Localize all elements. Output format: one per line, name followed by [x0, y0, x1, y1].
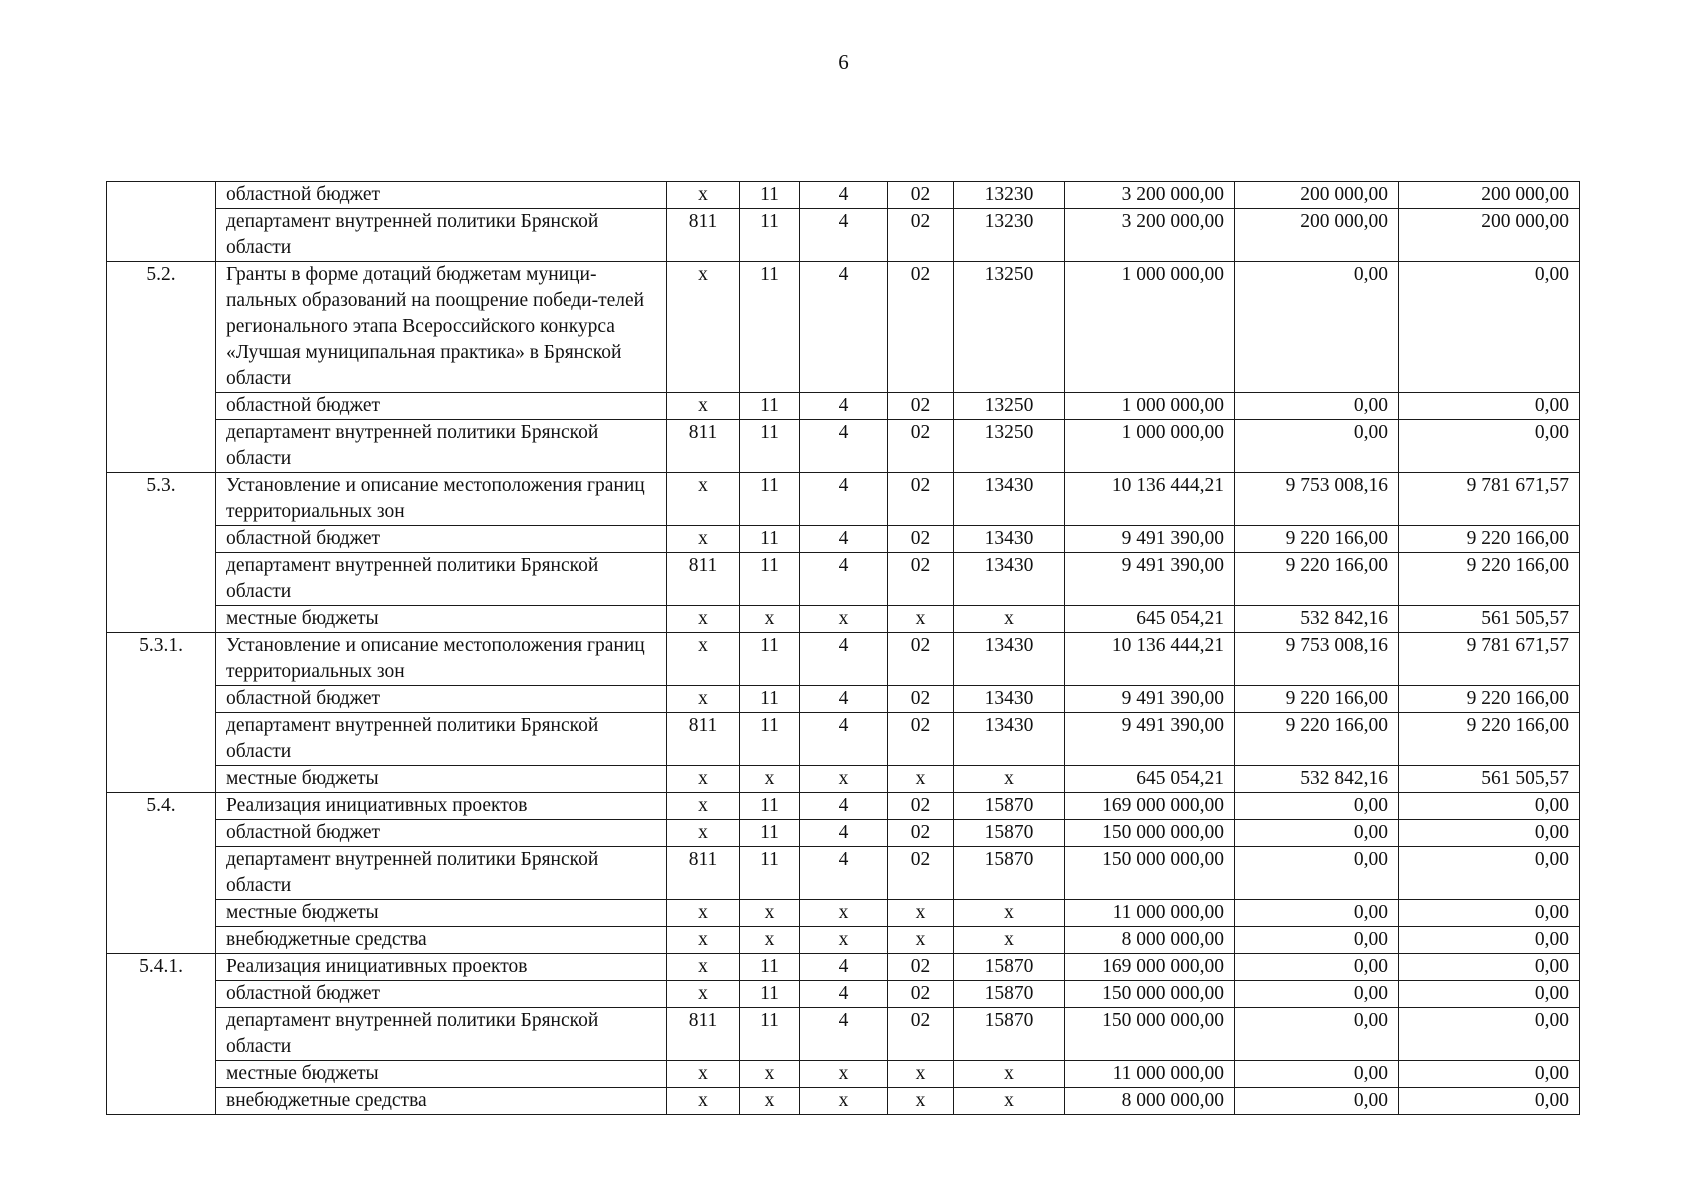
code-event: 02 [888, 1008, 954, 1061]
code-subprogram: 4 [800, 393, 888, 420]
amount-year-1: 9 491 390,00 [1065, 686, 1235, 713]
amount-year-3: 561 505,57 [1399, 606, 1580, 633]
amount-year-1: 645 054,21 [1065, 606, 1235, 633]
code-grbs: х [667, 954, 740, 981]
code-event: 02 [888, 686, 954, 713]
table-row [107, 1061, 1580, 1088]
code-grbs: х [667, 262, 740, 393]
code-grbs: 811 [667, 420, 740, 473]
table-row [107, 820, 1580, 847]
code-program: 11 [740, 981, 800, 1008]
amount-year-1: 9 491 390,00 [1065, 713, 1235, 766]
code-event: 02 [888, 713, 954, 766]
code-grbs: 811 [667, 209, 740, 262]
amount-year-3: 0,00 [1399, 954, 1580, 981]
code-grbs: х [667, 1061, 740, 1088]
code-direction: 15870 [954, 820, 1065, 847]
amount-year-2: 0,00 [1235, 900, 1399, 927]
amount-year-1: 169 000 000,00 [1065, 793, 1235, 820]
code-program: 11 [740, 633, 800, 686]
amount-year-2: 0,00 [1235, 847, 1399, 900]
code-program: 11 [740, 182, 800, 209]
code-subprogram: 4 [800, 1008, 888, 1061]
row-name: департамент внутренней политики Брянской области [216, 1008, 667, 1061]
code-grbs: х [667, 900, 740, 927]
amount-year-2: 0,00 [1235, 820, 1399, 847]
code-grbs: х [667, 182, 740, 209]
code-subprogram: 4 [800, 553, 888, 606]
code-direction: 13250 [954, 420, 1065, 473]
row-name: Установление и описание местоположения границ территориальных зон [216, 473, 667, 526]
code-program: 11 [740, 713, 800, 766]
amount-year-3: 9 781 671,57 [1399, 473, 1580, 526]
code-event: 02 [888, 526, 954, 553]
code-subprogram: 4 [800, 981, 888, 1008]
row-name: областной бюджет [216, 393, 667, 420]
code-subprogram: х [800, 1088, 888, 1115]
code-program: 11 [740, 393, 800, 420]
code-event: 02 [888, 954, 954, 981]
row-number: 5.3. [107, 473, 216, 633]
row-name: Гранты в форме дотаций бюджетам муници-пальных образований на поощрение победи-телей регионального этапа Всероссийского конкурса «Лучшая муниципальная практика» в Брянской области [216, 262, 667, 393]
amount-year-3: 0,00 [1399, 847, 1580, 900]
amount-year-1: 150 000 000,00 [1065, 820, 1235, 847]
table-row [107, 553, 1580, 606]
code-direction: 15870 [954, 981, 1065, 1008]
code-subprogram: 4 [800, 473, 888, 526]
page-number: 6 [838, 50, 849, 74]
amount-year-3: 0,00 [1399, 1061, 1580, 1088]
code-program: 11 [740, 793, 800, 820]
amount-year-1: 9 491 390,00 [1065, 553, 1235, 606]
amount-year-3: 9 220 166,00 [1399, 553, 1580, 606]
code-direction: х [954, 900, 1065, 927]
code-grbs: х [667, 927, 740, 954]
amount-year-1: 169 000 000,00 [1065, 954, 1235, 981]
amount-year-1: 10 136 444,21 [1065, 473, 1235, 526]
amount-year-2: 532 842,16 [1235, 766, 1399, 793]
amount-year-3: 0,00 [1399, 900, 1580, 927]
amount-year-3: 0,00 [1399, 393, 1580, 420]
amount-year-3: 0,00 [1399, 981, 1580, 1008]
code-direction: 15870 [954, 847, 1065, 900]
code-event: 02 [888, 420, 954, 473]
code-event: 02 [888, 847, 954, 900]
table-row [107, 420, 1580, 473]
code-program: 11 [740, 420, 800, 473]
amount-year-2: 9 753 008,16 [1235, 633, 1399, 686]
amount-year-3: 9 220 166,00 [1399, 686, 1580, 713]
amount-year-2: 0,00 [1235, 927, 1399, 954]
table-row [107, 900, 1580, 927]
code-grbs: 811 [667, 847, 740, 900]
code-subprogram: 4 [800, 420, 888, 473]
code-direction: 13430 [954, 633, 1065, 686]
row-name: Установление и описание местоположения границ территориальных зон [216, 633, 667, 686]
code-subprogram: х [800, 606, 888, 633]
amount-year-1: 150 000 000,00 [1065, 981, 1235, 1008]
code-direction: 13250 [954, 262, 1065, 393]
code-event: 02 [888, 393, 954, 420]
code-event: 02 [888, 633, 954, 686]
code-program: х [740, 1061, 800, 1088]
amount-year-1: 1 000 000,00 [1065, 420, 1235, 473]
code-subprogram: 4 [800, 820, 888, 847]
row-name: внебюджетные средства [216, 1088, 667, 1115]
amount-year-3: 200 000,00 [1399, 209, 1580, 262]
amount-year-1: 1 000 000,00 [1065, 262, 1235, 393]
row-number [107, 182, 216, 262]
code-grbs: х [667, 820, 740, 847]
amount-year-1: 9 491 390,00 [1065, 526, 1235, 553]
amount-year-3: 0,00 [1399, 420, 1580, 473]
table-row [107, 262, 1580, 393]
table-row [107, 981, 1580, 1008]
row-name: департамент внутренней политики Брянской области [216, 209, 667, 262]
amount-year-3: 0,00 [1399, 927, 1580, 954]
code-program: х [740, 766, 800, 793]
code-direction: 13430 [954, 553, 1065, 606]
table-row [107, 1088, 1580, 1115]
amount-year-3: 0,00 [1399, 820, 1580, 847]
table-row [107, 766, 1580, 793]
row-name: местные бюджеты [216, 1061, 667, 1088]
row-number: 5.4.1. [107, 954, 216, 1115]
code-event: 02 [888, 209, 954, 262]
code-direction: х [954, 1088, 1065, 1115]
amount-year-2: 9 220 166,00 [1235, 686, 1399, 713]
code-subprogram: 4 [800, 209, 888, 262]
code-direction: 15870 [954, 1008, 1065, 1061]
amount-year-2: 0,00 [1235, 262, 1399, 393]
code-grbs: х [667, 1088, 740, 1115]
amount-year-2: 0,00 [1235, 981, 1399, 1008]
amount-year-1: 10 136 444,21 [1065, 633, 1235, 686]
code-grbs: х [667, 393, 740, 420]
code-subprogram: 4 [800, 633, 888, 686]
code-subprogram: х [800, 1061, 888, 1088]
amount-year-2: 0,00 [1235, 393, 1399, 420]
code-event: х [888, 766, 954, 793]
amount-year-3: 9 781 671,57 [1399, 633, 1580, 686]
code-subprogram: 4 [800, 847, 888, 900]
code-direction: 15870 [954, 793, 1065, 820]
code-direction: х [954, 1061, 1065, 1088]
table-row [107, 927, 1580, 954]
table-row [107, 606, 1580, 633]
table-row [107, 686, 1580, 713]
table-row [107, 954, 1580, 981]
code-program: х [740, 1088, 800, 1115]
amount-year-1: 11 000 000,00 [1065, 900, 1235, 927]
row-name: областной бюджет [216, 182, 667, 209]
code-program: х [740, 900, 800, 927]
table-row [107, 526, 1580, 553]
code-direction: х [954, 606, 1065, 633]
code-event: х [888, 1088, 954, 1115]
code-grbs: х [667, 981, 740, 1008]
code-subprogram: 4 [800, 713, 888, 766]
amount-year-2: 9 753 008,16 [1235, 473, 1399, 526]
code-grbs: х [667, 766, 740, 793]
row-name: местные бюджеты [216, 900, 667, 927]
row-name: департамент внутренней политики Брянской области [216, 713, 667, 766]
amount-year-2: 9 220 166,00 [1235, 553, 1399, 606]
amount-year-2: 200 000,00 [1235, 209, 1399, 262]
code-subprogram: 4 [800, 793, 888, 820]
code-event: 02 [888, 182, 954, 209]
code-direction: 15870 [954, 954, 1065, 981]
row-name: областной бюджет [216, 526, 667, 553]
code-program: 11 [740, 262, 800, 393]
row-name: областной бюджет [216, 686, 667, 713]
table-row [107, 1008, 1580, 1061]
code-subprogram: 4 [800, 262, 888, 393]
amount-year-2: 0,00 [1235, 420, 1399, 473]
amount-year-1: 150 000 000,00 [1065, 847, 1235, 900]
row-number: 5.3.1. [107, 633, 216, 793]
code-direction: 13430 [954, 473, 1065, 526]
code-program: х [740, 927, 800, 954]
code-grbs: х [667, 473, 740, 526]
table-row [107, 209, 1580, 262]
row-name: областной бюджет [216, 820, 667, 847]
code-event: 02 [888, 553, 954, 606]
code-direction: 13250 [954, 393, 1065, 420]
code-program: 11 [740, 820, 800, 847]
code-direction: 13230 [954, 209, 1065, 262]
row-name: областной бюджет [216, 981, 667, 1008]
code-direction: 13430 [954, 713, 1065, 766]
amount-year-3: 9 220 166,00 [1399, 713, 1580, 766]
amount-year-1: 8 000 000,00 [1065, 927, 1235, 954]
code-grbs: х [667, 686, 740, 713]
amount-year-1: 11 000 000,00 [1065, 1061, 1235, 1088]
budget-table [106, 181, 1580, 1115]
amount-year-2: 0,00 [1235, 954, 1399, 981]
table-row [107, 847, 1580, 900]
amount-year-3: 9 220 166,00 [1399, 526, 1580, 553]
row-name: местные бюджеты [216, 606, 667, 633]
amount-year-2: 532 842,16 [1235, 606, 1399, 633]
code-program: 11 [740, 1008, 800, 1061]
code-subprogram: 4 [800, 182, 888, 209]
code-subprogram: х [800, 766, 888, 793]
amount-year-3: 0,00 [1399, 1008, 1580, 1061]
amount-year-1: 8 000 000,00 [1065, 1088, 1235, 1115]
table-row [107, 473, 1580, 526]
code-event: х [888, 1061, 954, 1088]
amount-year-3: 561 505,57 [1399, 766, 1580, 793]
amount-year-1: 3 200 000,00 [1065, 209, 1235, 262]
row-name: департамент внутренней политики Брянской области [216, 553, 667, 606]
amount-year-3: 0,00 [1399, 793, 1580, 820]
code-grbs: х [667, 606, 740, 633]
code-grbs: 811 [667, 553, 740, 606]
code-program: 11 [740, 847, 800, 900]
amount-year-2: 0,00 [1235, 1008, 1399, 1061]
code-event: 02 [888, 981, 954, 1008]
row-number: 5.4. [107, 793, 216, 954]
code-event: 02 [888, 793, 954, 820]
amount-year-1: 645 054,21 [1065, 766, 1235, 793]
code-direction: х [954, 927, 1065, 954]
code-subprogram: х [800, 900, 888, 927]
row-name: местные бюджеты [216, 766, 667, 793]
row-name: Реализация инициативных проектов [216, 793, 667, 820]
code-grbs: 811 [667, 1008, 740, 1061]
code-event: 02 [888, 262, 954, 393]
code-program: 11 [740, 553, 800, 606]
row-name: Реализация инициативных проектов [216, 954, 667, 981]
code-program: 11 [740, 954, 800, 981]
code-subprogram: х [800, 927, 888, 954]
code-program: х [740, 606, 800, 633]
row-number: 5.2. [107, 262, 216, 473]
code-direction: 13230 [954, 182, 1065, 209]
code-direction: х [954, 766, 1065, 793]
code-grbs: 811 [667, 713, 740, 766]
table-row [107, 633, 1580, 686]
code-direction: 13430 [954, 686, 1065, 713]
row-name: департамент внутренней политики Брянской области [216, 847, 667, 900]
amount-year-2: 0,00 [1235, 1061, 1399, 1088]
amount-year-2: 0,00 [1235, 1088, 1399, 1115]
amount-year-1: 3 200 000,00 [1065, 182, 1235, 209]
table-row [107, 713, 1580, 766]
code-direction: 13430 [954, 526, 1065, 553]
code-subprogram: 4 [800, 686, 888, 713]
code-event: х [888, 927, 954, 954]
amount-year-3: 200 000,00 [1399, 182, 1580, 209]
code-program: 11 [740, 526, 800, 553]
amount-year-2: 200 000,00 [1235, 182, 1399, 209]
code-event: 02 [888, 473, 954, 526]
amount-year-2: 9 220 166,00 [1235, 713, 1399, 766]
amount-year-1: 150 000 000,00 [1065, 1008, 1235, 1061]
code-subprogram: 4 [800, 954, 888, 981]
code-event: х [888, 900, 954, 927]
table-row [107, 182, 1580, 209]
row-name: внебюджетные средства [216, 927, 667, 954]
table-row [107, 393, 1580, 420]
code-program: 11 [740, 209, 800, 262]
code-subprogram: 4 [800, 526, 888, 553]
amount-year-3: 0,00 [1399, 262, 1580, 393]
code-grbs: х [667, 526, 740, 553]
amount-year-2: 9 220 166,00 [1235, 526, 1399, 553]
amount-year-3: 0,00 [1399, 1088, 1580, 1115]
code-program: 11 [740, 686, 800, 713]
table-row [107, 793, 1580, 820]
code-event: 02 [888, 820, 954, 847]
amount-year-2: 0,00 [1235, 793, 1399, 820]
code-program: 11 [740, 473, 800, 526]
code-grbs: х [667, 633, 740, 686]
code-event: х [888, 606, 954, 633]
row-name: департамент внутренней политики Брянской области [216, 420, 667, 473]
amount-year-1: 1 000 000,00 [1065, 393, 1235, 420]
code-grbs: х [667, 793, 740, 820]
